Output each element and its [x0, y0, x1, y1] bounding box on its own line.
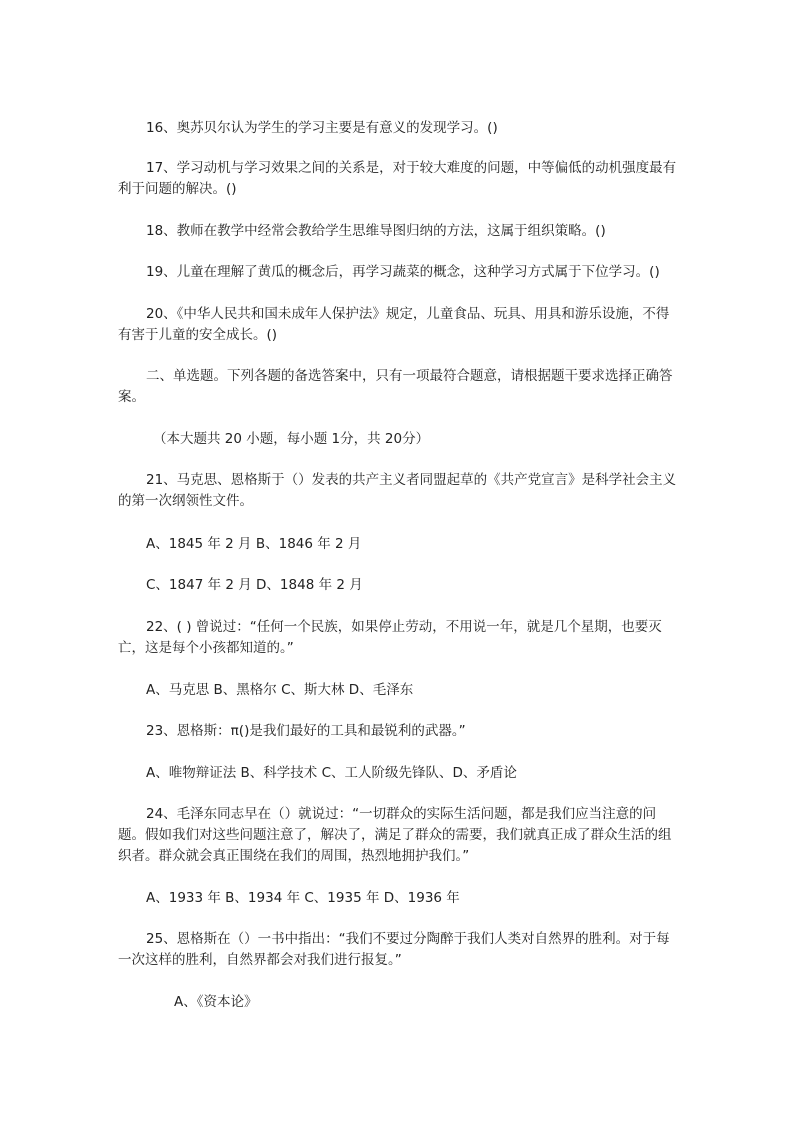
question-23: 23、恩格斯：π()是我们最好的工具和最锐利的武器。” [146, 723, 466, 739]
question-21-options-ab: A、1845 年 2 月 B、1846 年 2 月 [146, 536, 362, 552]
question-19: 19、儿童在理解了黄瓜的概念后，再学习蔬菜的概念，这种学习方式属于下位学习。() [146, 264, 660, 280]
question-24: 24、毛泽东同志早在（）就说过：“一切群众的实际生活问题，都是我们应当注意的问题。假如我们对这些问题注意了，解决了，满足了群众的需要，我们就真正成了群众生活的组织者。群众就会真正围绕在我们的周围，热烈地拥护我们。” [118, 806, 672, 864]
section-heading-single-choice: 二、单选题。下列各题的备选答案中，只有一项最符合题意，请根据题干要求选择正确答案。 [118, 368, 673, 405]
question-25-option-a: A、《资本论》 [174, 994, 258, 1010]
question-25: 25、恩格斯在（）一书中指出：“我们不要过分陶醉于我们人类对自然界的胜利。对于每一次这样的胜利，自然界都会对我们进行报复。” [118, 931, 670, 968]
question-17: 17、学习动机与学习效果之间的关系是，对于较大难度的问题，中等偏低的动机强度最有利于问题的解决。() [118, 160, 677, 197]
question-23-options: A、唯物辩证法 B、科学技术 C、工人阶级先锋队、D、矛盾论 [146, 765, 517, 781]
question-22-options: A、马克思 B、黑格尔 C、斯大林 D、毛泽东 [146, 682, 414, 698]
question-20: 20、《中华人民共和国未成年人保护法》规定，儿童食品、玩具、用具和游乐设施，不得有害于儿童的安全成长。() [118, 306, 670, 343]
question-16: 16、奥苏贝尔认为学生的学习主要是有意义的发现学习。() [146, 120, 498, 136]
question-21: 21、马克思、恩格斯于（）发表的共产主义者同盟起草的《共产党宣言》是科学社会主义的第一次纲领性文件。 [118, 472, 677, 509]
question-22: 22、( ) 曾说过：“任何一个民族，如果停止劳动，不用说一年，就是几个星期，也要灭亡，这是每个小孩都知道的。” [118, 619, 662, 656]
question-21-options-cd: C、1847 年 2 月 D、1848 年 2 月 [146, 577, 363, 593]
section-note: （本大题共 20 小题，每小题 1分，共 20分） [153, 431, 430, 447]
question-18: 18、教师在教学中经常会教给学生思维导图归纳的方法，这属于组织策略。() [146, 223, 606, 239]
question-24-options: A、1933 年 B、1934 年 C、1935 年 D、1936 年 [146, 890, 460, 906]
